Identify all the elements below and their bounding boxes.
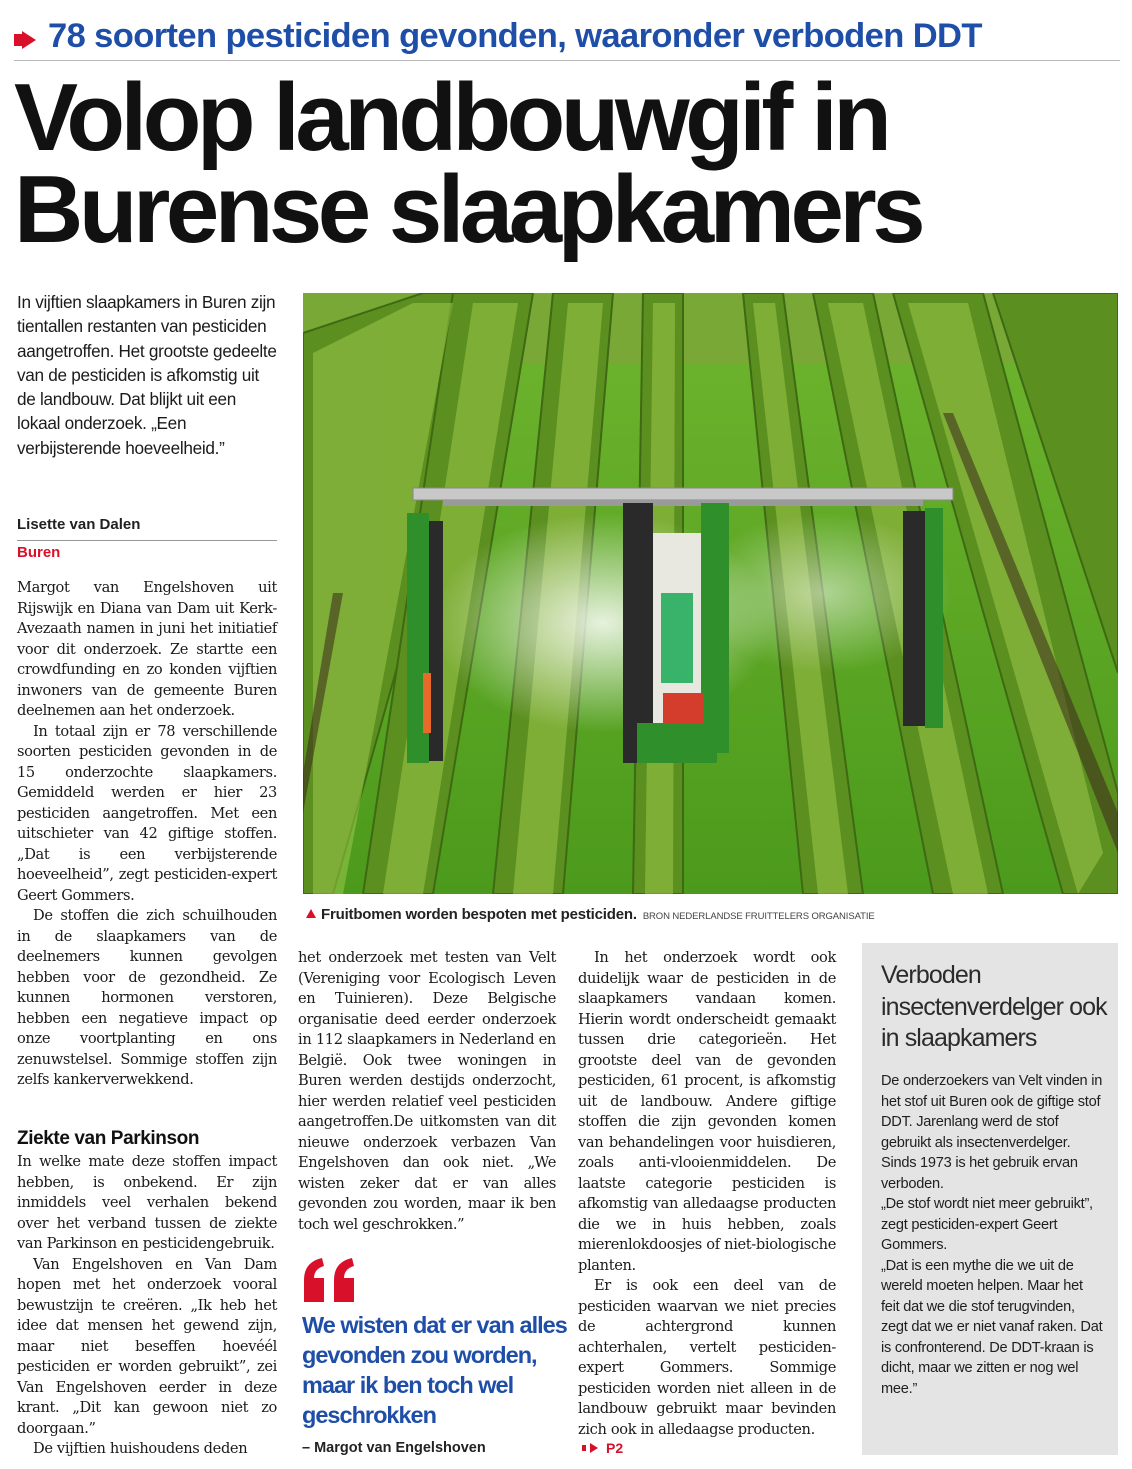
headline-line-2: Burense slaapkamers: [14, 156, 922, 263]
sidebar-body: [881, 1071, 1103, 1399]
article-column-1-continued: [17, 1152, 277, 1460]
quote-mark-icon: [302, 1256, 358, 1304]
body-paragraph: Margot van Engelshoven uit Rijswijk en Diana van Dam uit Kerk-Avezaath namen in juni het initiatief voor dit onderzoek. Ze startte een crowdfunding en zo konden vijftien inwoners van de gemeente Buren deelnemen aan het onderzoek.: [17, 579, 277, 719]
sidebar-box: [862, 943, 1118, 1455]
article-column-2: [298, 948, 556, 1235]
byline-place: Buren: [17, 544, 61, 561]
kicker-text: 78 soorten pesticiden gevonden, waaronder verboden DDT: [48, 16, 982, 55]
subheading: Ziekte van Parkinson: [17, 1128, 200, 1149]
sidebar-title: Verboden insectenverdelger ook in slaapkamers: [881, 961, 1107, 1052]
pull-quote-attribution: – Margot van Engelshoven: [302, 1440, 486, 1456]
body-paragraph: het onderzoek met testen van Velt (Vereniging voor Ecologisch Leven en Tuinieren). Deze Belgische organisatie deed eerder onderzoek in 112 slaapkamers in Nederland en België. Ook twee woningen in Buren werden destijds onderzocht, hier werden relatief veel pesticiden aangetroffen.De uitkomsten van dit nieuwe onderzoek verbazen Van Engelshoven dan ook niet. „We wisten zeker dat er van alles gevonden zou worden, maar ik ben toch wel geschrokken.”: [298, 949, 556, 1233]
pull-quote: We wisten dat er van alles gevonden zou worden, maar ik ben toch wel geschrokken: [302, 1312, 567, 1428]
caption-credit: BRON NEDERLANDSE FRUITTELERS ORGANISATIE: [642, 911, 875, 922]
headline-line-1: Volop landbouwgif in: [14, 64, 888, 171]
arrow-icon: [14, 27, 42, 45]
continuation-page: P2: [606, 1440, 624, 1456]
byline-author: Lisette van Dalen: [17, 516, 141, 533]
body-paragraph: Van Engelshoven en Van Dam hopen met het onderzoek vooral bewustzijn te creëren. „Ik heb het idee dat mensen het gewend zijn, maar niet beseffen hoevéél pesticiden er worden gebruikt”, zei Van Engelshoven eerder in deze krant. „Dit kan gewoon niet zo doorgaan.”: [17, 1255, 277, 1437]
body-paragraph: In welke mate deze stoffen impact hebben, is onbekend. Er zijn inmiddels veel verhalen bekend over het verband tussen de ziekte van Parkinson en pesticidengebruik.: [17, 1153, 277, 1252]
divider: [14, 60, 1120, 61]
body-paragraph: In het onderzoek wordt ook duidelijk waar de pesticiden in de slaapkamers vandaan komen. Hierin wordt onderscheidt gemaakt tussen drie categorieën. Het grootste deel van de gevonden pesticiden, 61 procent, is afkomstig uit de landbouw. Andere giftige stoffen die zijn gevonden komen van behandelingen voor huisdieren, zoals anti-vlooienmiddelen. De laatste categorie pesticiden is afkomstig van alledaagse producten die we in huis hebben, zoals mierenlokdoosjes of niet-biologische planten.: [578, 949, 836, 1274]
sidebar-paragraph: „Dat is een mythe die we uit de wereld moeten helpen. Maar het feit dat we die stof terugvinden, zegt dat we er niet vanaf raken. Dat is confronterend. De DDT-kraan is dicht, maar we zitten er nog wel mee.”: [881, 1257, 1103, 1397]
sidebar-paragraph: „De stof wordt niet meer gebruikt”, zegt pesticiden-expert Geert Gommers.: [881, 1196, 1093, 1253]
orchard-spraying-photo: [303, 293, 1118, 894]
photo-caption: [306, 906, 875, 923]
kicker: [14, 14, 1124, 58]
headline: [14, 64, 1114, 263]
sidebar-paragraph: De onderzoekers van Velt vinden in het stof uit Buren ook de giftige stof DDT. Jarenlang werd de stof gebruikt als insectenverdelger. Sinds 1973 is het gebruik ervan verboden.: [881, 1073, 1103, 1192]
intro-text: In vijftien slaapkamers in Buren zijn tientallen restanten van pesticiden aangetroffen. Het grootste gedeelte van de pesticiden is afkomstig uit de landbouw. Dat blijkt uit een lokaal onderzoek. „Een verbijsterende hoeveelheid.”: [17, 292, 277, 458]
byline-divider: [17, 540, 277, 541]
continuation-link[interactable]: [578, 1440, 623, 1456]
arrow-head-icon: [590, 1443, 598, 1453]
body-paragraph: De stoffen die zich schuilhouden in de slaapkamers van de deelnemers kunnen gevolgen hebben voor de gezondheid. Ze kunnen hormonen verstoren, hebben een negatieve impact op onze voortplanting en ons zenuwstelsel. Sommige stoffen zijn zelfs kankerverwekkend.: [17, 907, 277, 1088]
caption-text: Fruitbomen worden bespoten met pesticiden.: [321, 906, 637, 923]
triangle-up-icon: [306, 909, 316, 918]
article-column-1: [17, 578, 277, 1091]
body-paragraph: Er is ook een deel van de pesticiden waarvan we niet precies de achtergrond kunnen achterhalen, vertelt pesticiden-expert Gommers. Sommige pesticiden worden niet alleen in de landbouw gebruikt maar bevinden zich ook in alledaagse producten.: [578, 1277, 836, 1438]
article-column-3: [578, 948, 836, 1440]
body-paragraph: De vijftien huishoudens deden: [33, 1440, 248, 1457]
arrow-icon: [582, 1445, 586, 1451]
body-paragraph: In totaal zijn er 78 verschillende soorten pesticiden gevonden in de 15 onderzochte slaapkamers. Gemiddeld werden er hier 23 pesticiden aangetroffen. Met een uitschieter van 42 giftige stoffen. „Dat is een verbijsterende hoeveelheid”, zegt pesticiden-expert Geert Gommers.: [17, 722, 277, 904]
